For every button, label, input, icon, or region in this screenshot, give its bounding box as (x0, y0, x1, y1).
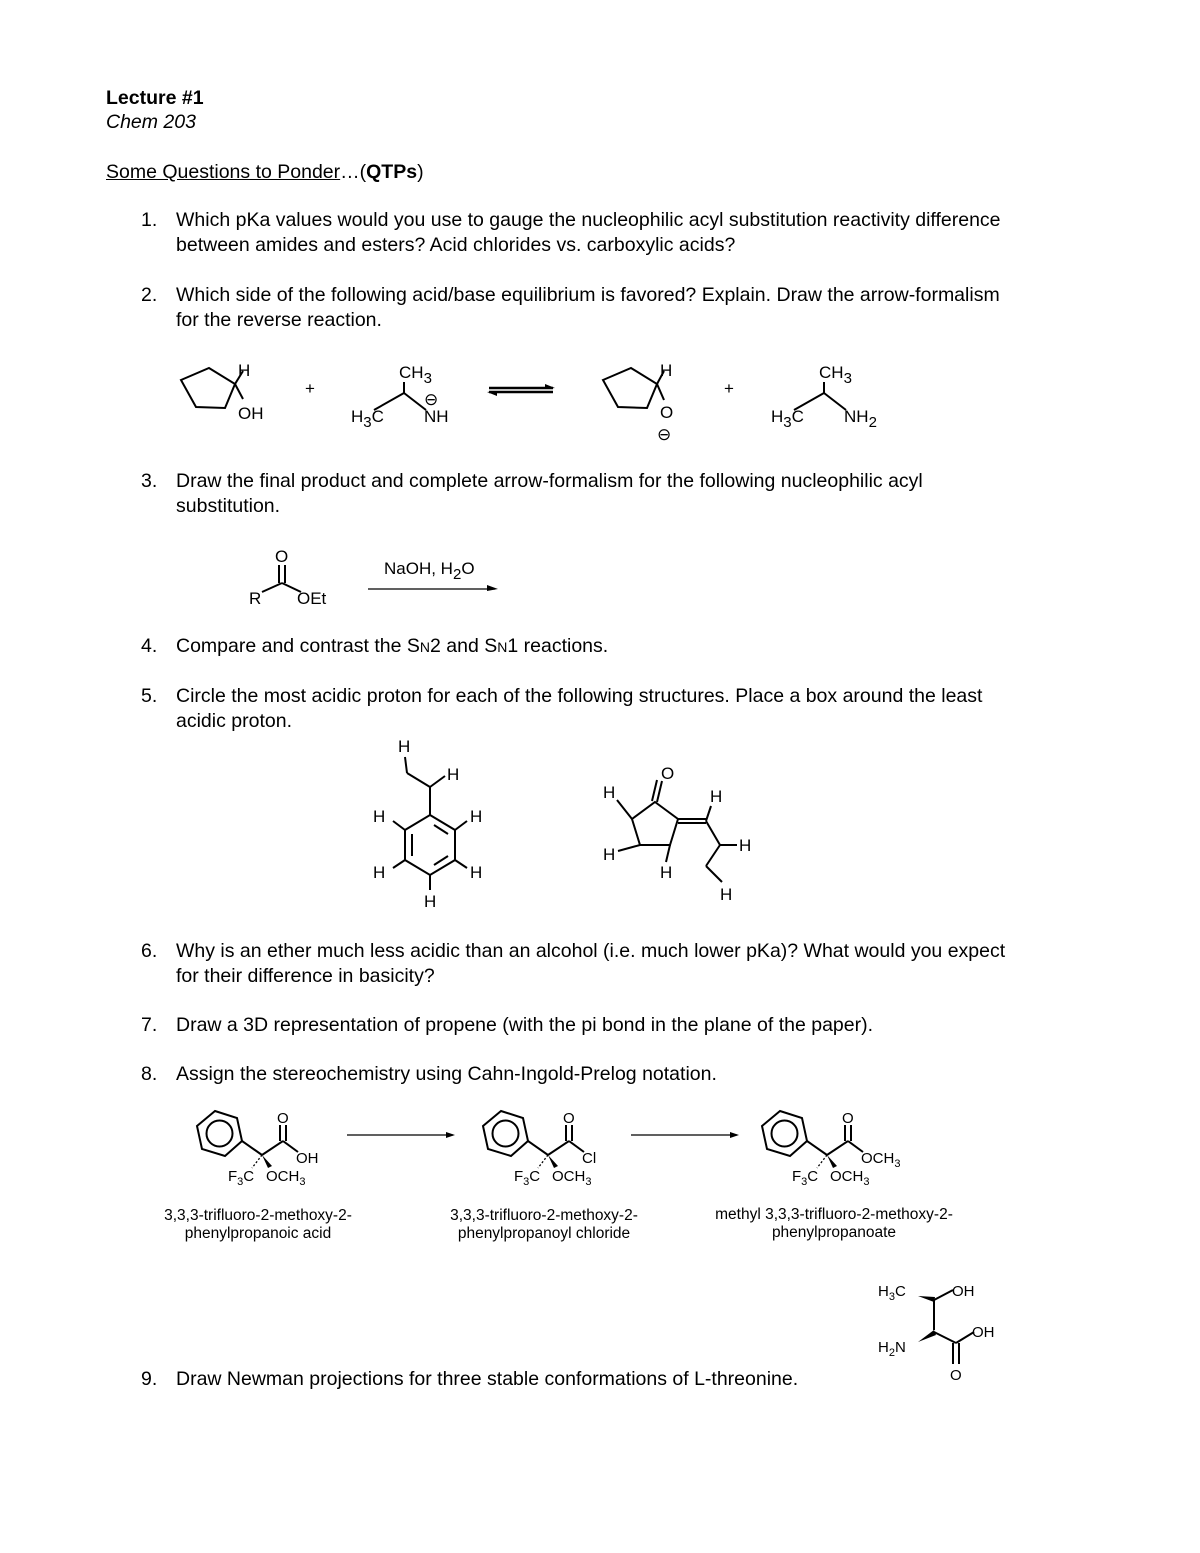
question-5-number: 5. (141, 685, 158, 707)
hydroxyl-label: OH (952, 1283, 975, 1300)
carbonyl-oxygen-label: O (950, 1367, 962, 1384)
hydrogen-label: H (238, 361, 251, 380)
compound-name-1-line1: 3,3,3-trifluoro-2-methoxy-2- (164, 1207, 352, 1224)
methyl-left-label: H3C (351, 407, 384, 431)
intro-bold: QTPs (366, 161, 418, 183)
amine-label: NH2 (844, 407, 877, 431)
question-8-number: 8. (141, 1063, 158, 1085)
trifluoromethyl-label: $F_3C$ (792, 1168, 819, 1188)
plus-sign: + (724, 379, 734, 398)
reagent-label: NaOH, H2O (384, 559, 475, 583)
methyl-label: $H_3C$ (878, 1283, 906, 1303)
ethoxy-label: OEt (297, 589, 327, 608)
compound-name-2-line2: phenylpropanoyl chloride (457, 1225, 631, 1242)
compound-name-3-line1: methyl 3,3,3-trifluoro-2-methoxy-2- (715, 1206, 953, 1223)
hydrogen-label: H (470, 807, 483, 826)
question-3-number: 3. (141, 470, 158, 492)
hydrogen-label: H (373, 807, 386, 826)
compound-name-2-line1: 3,3,3-trifluoro-2-methoxy-2- (450, 1207, 638, 1224)
methyl-top-label: CH3 (399, 363, 432, 387)
hydrogen-label: H (603, 783, 616, 802)
compound-name-1-line2: phenylpropanoic acid (184, 1225, 332, 1242)
question-3-text: Draw the final product and complete arrow-formalism for the following nucleophilic acyl substitution. (176, 470, 923, 517)
question-4-number: 4. (141, 635, 158, 657)
carboxyl-hydroxyl-label: OH (972, 1324, 995, 1341)
trifluoromethyl-label: $F_3C$ (514, 1168, 541, 1188)
hydrogen-label: H (424, 892, 437, 911)
carbonyl-oxygen-label: O (842, 1110, 854, 1127)
hydrogen-label: H (720, 885, 733, 904)
intro-close: ) (417, 161, 424, 183)
methyl-top-label: CH3 (819, 363, 852, 387)
intro-underlined: Some Questions to Ponder (106, 161, 341, 183)
question-1-number: 1. (141, 209, 158, 231)
hydroxyl-label: OH (238, 404, 264, 423)
trifluoromethyl-label: $F_3C$ (228, 1168, 255, 1188)
question-7-number: 7. (141, 1014, 158, 1036)
question-2-text: Which side of the following acid/base equilibrium is favored? Explain. Draw the arrow-formalism for the reverse reaction. (176, 284, 1000, 331)
carbonyl-oxygen-label: O (277, 1110, 289, 1127)
q4-part-b: 2 and S (430, 635, 498, 657)
hydrogen-label: H (447, 765, 460, 784)
question-6-number: 6. (141, 940, 158, 962)
hydrogen-label: H (373, 863, 386, 882)
hydrogen-label: H (470, 863, 483, 882)
q4-sub-b: N (497, 639, 508, 655)
negative-charge-icon: ⊖ (657, 425, 672, 444)
carbonyl-oxygen-label: O (275, 547, 289, 566)
carbonyl-oxygen-label: O (563, 1110, 575, 1127)
question-7-text: Draw a 3D representation of propene (with the pi bond in the plane of the paper). (176, 1014, 874, 1036)
hydrogen-label: H (660, 361, 673, 380)
hydrogen-label: H (710, 787, 723, 806)
compound-name-3-line2: phenylpropanoate (771, 1224, 897, 1241)
amide-nh-label: NH (424, 407, 449, 426)
question-9-number: 9. (141, 1368, 158, 1390)
question-1-text: Which pKa values would you use to gauge the nucleophilic acyl substitution reactivity difference between amides and esters? Acid chlorides vs. carboxylic acids? (176, 209, 1001, 256)
lecture-title: Lecture #1 (106, 87, 204, 109)
hydrogen-label: H (739, 836, 752, 855)
negative-charge-icon: ⊖ (424, 390, 439, 409)
methoxy-label: $OCH_3$ (266, 1168, 306, 1188)
chloride-label: Cl (582, 1150, 597, 1167)
hydrogen-label: H (660, 863, 673, 882)
q4-part-c: 1 reactions. (507, 635, 609, 657)
q4-sub-a: N (419, 639, 431, 655)
question-9-text: Draw Newman projections for three stable conformations of L-threonine. (176, 1368, 799, 1390)
question-2-number: 2. (141, 284, 158, 306)
question-8-text: Assign the stereochemistry using Cahn-Ingold-Prelog notation. (176, 1063, 717, 1085)
l-threonine-structure (878, 1283, 995, 1384)
question-5-text: Circle the most acidic proton for each of the following structures. Place a box around the least acidic proton. (176, 685, 983, 732)
q4-part-a: Compare and contrast the S (176, 635, 420, 657)
intro-ellipsis: …( (340, 161, 367, 183)
carbonyl-oxygen-label: O (661, 764, 675, 783)
methyl-left-label: H3C (771, 407, 804, 431)
hydrogen-label: H (603, 845, 616, 864)
hydrogen-label: H (398, 737, 411, 756)
methoxy-label: $OCH_3$ (830, 1168, 870, 1188)
plus-sign: + (305, 379, 315, 398)
hydroxyl-label: OH (296, 1150, 319, 1167)
methoxy-label: $OCH_3$ (552, 1168, 592, 1188)
amine-label: $H_2N$ (878, 1339, 906, 1359)
methoxy-ester-label: $OCH_3$ (861, 1150, 901, 1170)
oxide-label: O (660, 403, 674, 422)
r-group-label: R (249, 589, 262, 608)
course-name: Chem 203 (106, 111, 196, 133)
question-6-text: Why is an ether much less acidic than an alcohol (i.e. much lower pKa)? What would you expect for their difference in basicity? (176, 940, 1006, 987)
